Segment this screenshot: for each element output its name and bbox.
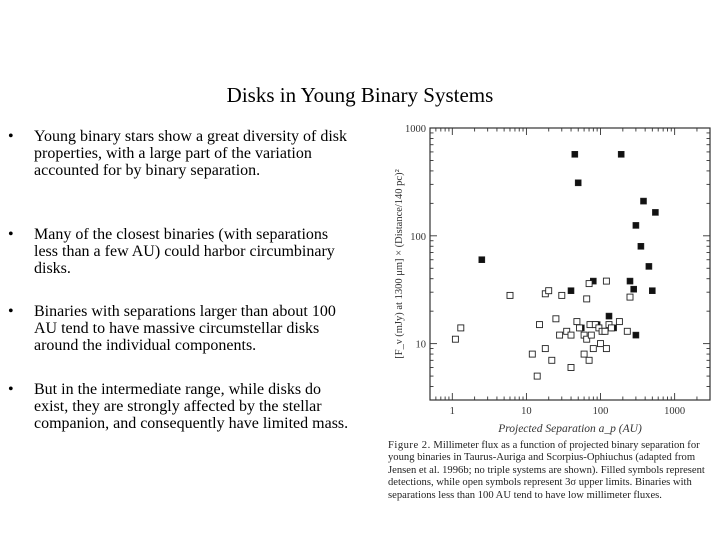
y-tick-label: 1000 [405,124,426,135]
detection-point [568,288,574,294]
upper-limit-point [553,316,559,322]
x-tick-label: 1 [449,406,455,417]
plot-frame [430,128,710,400]
upper-limit-point [534,373,540,379]
upper-limit-point [549,357,555,363]
bullet-text: But in the intermediate range, while disks do exist, they are strongly affected by the stellar companion, and consequently have limited mass. [34,381,349,432]
upper-limit-point [507,292,513,298]
x-tick-label: 100 [592,406,609,417]
axes [405,124,710,417]
upper-limit-point [586,281,592,287]
y-tick-label: 100 [410,231,426,243]
upper-limit-point [574,319,580,325]
upper-limit-point [598,341,604,347]
x-axis-label: Projected Separation a_p (AU) [498,423,642,435]
detection-point [633,222,639,228]
upper-limit-point [568,365,574,371]
bullet-marker: • [8,381,14,398]
bullet-marker: • [8,303,14,320]
caption-label: Figure 2. [388,440,431,451]
detection-point [606,313,612,319]
upper-limit-point [546,288,552,294]
upper-limit-point [559,292,565,298]
bullet-marker: • [8,128,14,145]
y-axis-label: [F_ν (mJy) at 1300 μm] × (Distance/140 pc)² [394,169,405,359]
detection-point [646,263,652,269]
detection-point [631,286,637,292]
detection-point [633,332,639,338]
detection-point [618,151,624,157]
detection-point [641,198,647,204]
scan-figure [380,120,720,520]
x-tick-label: 10 [521,406,532,417]
detection-point [575,180,581,186]
detection-point [649,288,655,294]
upper-limit-point [602,328,608,334]
scatter-chart [380,120,720,440]
upper-limit-point [577,325,583,331]
detection-point [638,243,644,249]
y-tick-label: 10 [415,339,426,351]
upper-limit-point [537,322,543,328]
upper-limit-point [557,332,563,338]
upper-limit-point [542,346,548,352]
x-tick-label: 1000 [664,406,686,417]
upper-limit-point [627,294,633,300]
detection-point [479,257,485,263]
upper-limit-point [603,346,609,352]
upper-limit-point [529,351,535,357]
upper-limit-point [452,336,458,342]
upper-limit-point [586,357,592,363]
upper-limit-point [568,332,574,338]
detection-point [652,209,658,215]
upper-limit-point [603,278,609,284]
upper-limit-point [608,325,614,331]
bullet-text: Binaries with separations larger than about 100 AU tend to have massive circumstellar disks around the individual components. [34,303,336,354]
upper-limit-point [584,296,590,302]
upper-limit-point [616,319,622,325]
bullet-text: Young binary stars show a great diversity of disk properties, with a large part of the variation accounted for by binary separation. [34,128,348,179]
caption-text: Millimeter flux as a function of projected binary separation for young binaries in Taurus-Auriga and Scorpius-Ophiuchus (adapted from Jensen et al. 1996b; no triple systems are shown). Filled symbols represent detections, while open symbols represent 3σ upper limits. Binaries with separations less than 100 AU tend to have low millimeter fluxes. [388,440,705,501]
data-marks [452,151,658,379]
upper-limit-point [458,325,464,331]
detection-point [627,278,633,284]
bullet-marker: • [8,226,14,243]
bullet-text: Many of the closest binaries (with separations less than a few AU) could harbor circumbinary disks. [34,226,335,277]
detection-point [572,151,578,157]
figure-caption [388,440,718,502]
slide-title: Disks in Young Binary Systems [226,83,494,107]
upper-limit-point [588,332,594,338]
upper-limit-point [590,346,596,352]
upper-limit-point [624,328,630,334]
upper-limit-point [581,351,587,357]
